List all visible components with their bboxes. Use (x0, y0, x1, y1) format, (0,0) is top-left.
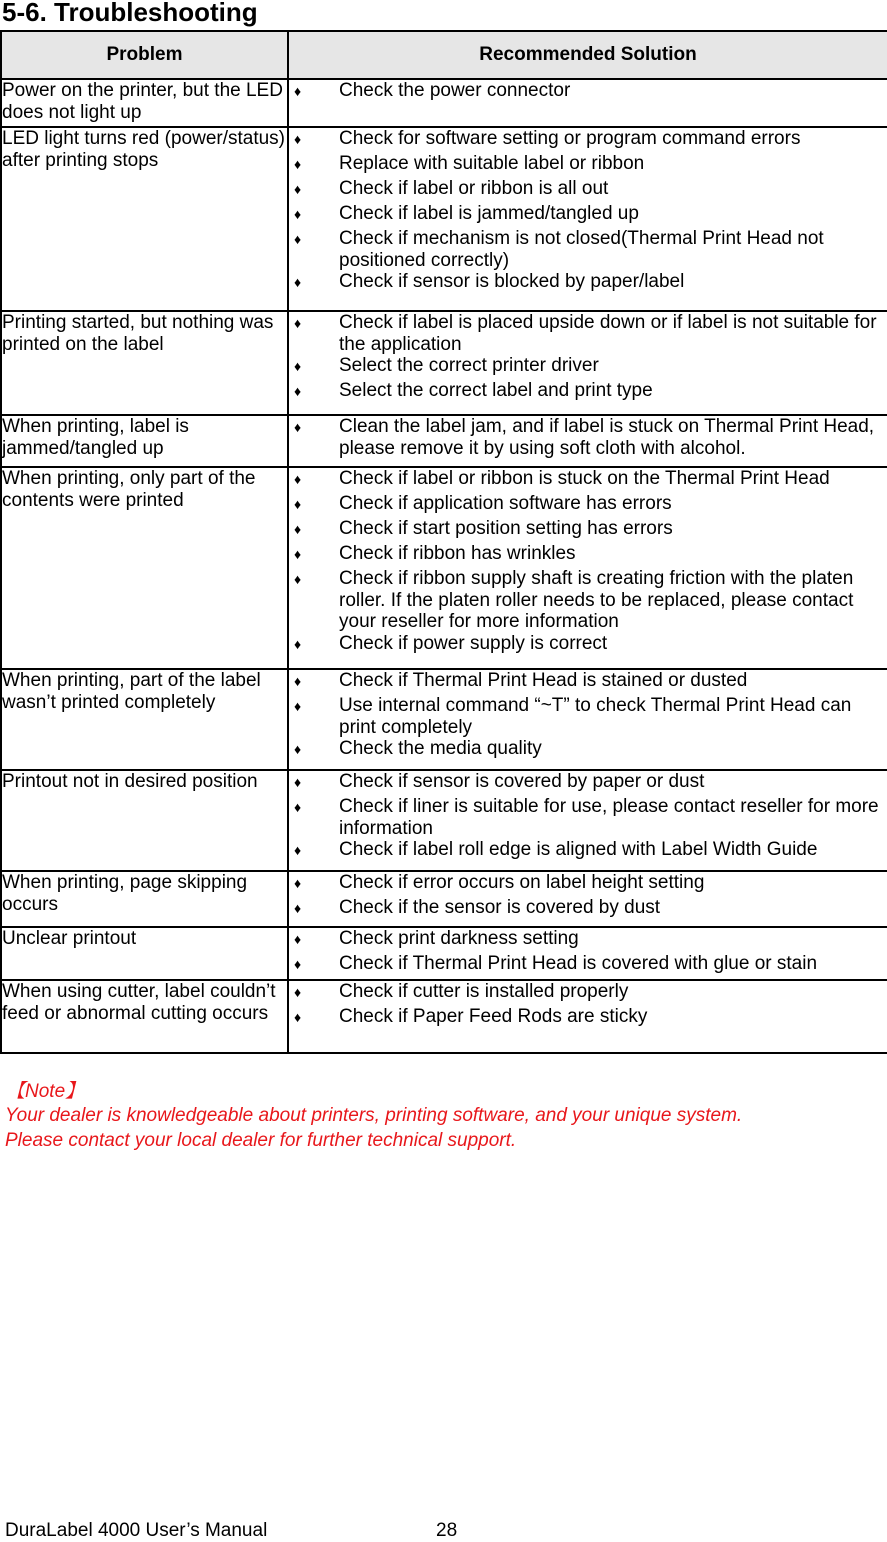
solution-item (289, 981, 887, 1006)
diamond-bullet-icon: ♦ (294, 521, 302, 537)
solution-text: Check if label is placed upside down or if label is not suitable for the application (339, 312, 877, 355)
table-row (1, 79, 887, 127)
diamond-bullet-icon: ♦ (294, 496, 302, 512)
diamond-bullet-icon: ♦ (294, 931, 302, 947)
solution-text: Check for software setting or program command errors (339, 128, 801, 149)
solution-item (289, 568, 887, 633)
table-row (1, 980, 887, 1053)
solution-item (289, 228, 887, 271)
diamond-bullet-icon: ♦ (294, 842, 302, 858)
problem-cell: LED light turns red (power/status) after printing stops (1, 127, 288, 311)
solution-item (289, 1006, 887, 1031)
diamond-bullet-icon: ♦ (294, 83, 302, 99)
solution-text: Check if sensor is blocked by paper/label (339, 271, 685, 292)
solution-text: Check if ribbon supply shaft is creating friction with the platen roller. If the platen roller needs to be replaced, please contact your reseller for more information (339, 568, 854, 632)
problem-cell: Printout not in desired position (1, 770, 288, 871)
diamond-bullet-icon: ♦ (294, 698, 302, 714)
table-row (1, 127, 887, 311)
solution-text: Check if error occurs on label height setting (339, 872, 705, 893)
solution-text: Check if liner is suitable for use, please contact reseller for more information (339, 796, 879, 839)
solution-text: Check if Paper Feed Rods are sticky (339, 1006, 648, 1027)
solution-text: Select the correct printer driver (339, 355, 599, 376)
solution-item (289, 670, 887, 695)
solution-item (289, 468, 887, 493)
solution-text: Check if label is jammed/tangled up (339, 203, 639, 224)
solution-cell (288, 127, 887, 311)
solution-text: Check if label or ribbon is stuck on the Thermal Print Head (339, 468, 830, 489)
solution-item (289, 416, 887, 459)
solution-cell (288, 927, 887, 980)
solution-item (289, 518, 887, 543)
solution-text: Check the power connector (339, 80, 571, 101)
problem-cell: When printing, part of the label wasn’t printed completely (1, 669, 288, 770)
solution-text: Check if Thermal Print Head is stained or dusted (339, 670, 748, 691)
problem-cell: Power on the printer, but the LED does not light up (1, 79, 288, 127)
solution-item (289, 839, 887, 864)
solution-item (289, 153, 887, 178)
solution-column-header: Recommended Solution (288, 31, 887, 79)
problem-cell: When printing, only part of the contents were printed (1, 467, 288, 669)
table-row (1, 415, 887, 467)
diamond-bullet-icon: ♦ (294, 419, 302, 435)
solution-text: Check if the sensor is covered by dust (339, 897, 661, 918)
diamond-bullet-icon: ♦ (294, 206, 302, 222)
solution-item (289, 738, 887, 763)
diamond-bullet-icon: ♦ (294, 358, 302, 374)
table-header-row (1, 31, 887, 79)
diamond-bullet-icon: ♦ (294, 741, 302, 757)
diamond-bullet-icon: ♦ (294, 471, 302, 487)
table-row (1, 770, 887, 871)
solution-item (289, 953, 887, 978)
diamond-bullet-icon: ♦ (294, 231, 302, 247)
solution-item (289, 928, 887, 953)
solution-text: Check print darkness setting (339, 928, 579, 949)
solution-item (289, 380, 887, 405)
solution-item (289, 633, 887, 658)
solution-text: Replace with suitable label or ribbon (339, 153, 645, 174)
problem-cell: Printing started, but nothing was printed on the label (1, 311, 288, 415)
note-title: 【Note】 (6, 1081, 85, 1102)
solution-item (289, 355, 887, 380)
solution-cell (288, 311, 887, 415)
solution-cell (288, 871, 887, 927)
problem-cell: Unclear printout (1, 927, 288, 980)
note-line: Please contact your local dealer for further technical support. (5, 1130, 517, 1151)
problem-cell: When using cutter, label couldn’t feed or abnormal cutting occurs (1, 980, 288, 1053)
solution-item (289, 695, 887, 738)
solution-text: Clean the label jam, and if label is stuck on Thermal Print Head, please remove it by using soft cloth with alcohol. (339, 416, 875, 459)
solution-cell (288, 79, 887, 127)
solution-text: Check if label or ribbon is all out (339, 178, 609, 199)
solution-text: Check if cutter is installed properly (339, 981, 629, 1002)
solution-cell (288, 467, 887, 669)
solution-item (289, 493, 887, 518)
diamond-bullet-icon: ♦ (294, 546, 302, 562)
solution-item (289, 796, 887, 839)
diamond-bullet-icon: ♦ (294, 315, 302, 331)
solution-text: Check if mechanism is not closed(Thermal Print Head not positioned correctly) (339, 228, 824, 271)
table-row (1, 871, 887, 927)
solution-text: Check if power supply is correct (339, 632, 608, 654)
problem-cell: When printing, page skipping occurs (1, 871, 288, 927)
solution-text: Check if application software has errors (339, 493, 672, 514)
page-number: 28 (436, 1520, 458, 1541)
diamond-bullet-icon: ♦ (294, 274, 302, 290)
solution-text: Check if ribbon has wrinkles (339, 543, 576, 564)
solution-item (289, 312, 887, 355)
table-row (1, 927, 887, 980)
diamond-bullet-icon: ♦ (294, 774, 302, 790)
solution-item (289, 771, 887, 796)
table-row (1, 669, 887, 770)
troubleshooting-table (0, 30, 887, 1054)
solution-text: Select the correct label and print type (339, 380, 653, 401)
solution-cell (288, 415, 887, 467)
diamond-bullet-icon: ♦ (294, 984, 302, 1000)
diamond-bullet-icon: ♦ (294, 900, 302, 916)
solution-item (289, 271, 887, 296)
diamond-bullet-icon: ♦ (294, 131, 302, 147)
solution-text: Check if sensor is covered by paper or dust (339, 771, 705, 792)
solution-text: Check if label roll edge is aligned with Label Width Guide (339, 839, 818, 860)
note-line: Your dealer is knowledgeable about printers, printing software, and your unique system. (5, 1105, 743, 1126)
diamond-bullet-icon: ♦ (294, 1009, 302, 1025)
solution-text: Check the media quality (339, 738, 542, 759)
footer-manual-title: DuraLabel 4000 User’s Manual (5, 1520, 268, 1541)
diamond-bullet-icon: ♦ (294, 799, 302, 815)
problem-cell: When printing, label is jammed/tangled up (1, 415, 288, 467)
problem-column-header: Problem (1, 31, 288, 79)
solution-item (289, 80, 887, 105)
solution-item (289, 128, 887, 153)
table-row (1, 467, 887, 669)
solution-text: Check if start position setting has errors (339, 518, 673, 539)
diamond-bullet-icon: ♦ (294, 875, 302, 891)
solution-item (289, 543, 887, 568)
diamond-bullet-icon: ♦ (294, 956, 302, 972)
solution-item (289, 872, 887, 897)
solution-text: Use internal command “~T” to check Thermal Print Head can print completely (339, 695, 852, 738)
diamond-bullet-icon: ♦ (294, 571, 302, 587)
solution-text: Check if Thermal Print Head is covered with glue or stain (339, 953, 818, 974)
solution-cell (288, 770, 887, 871)
table-row (1, 311, 887, 415)
diamond-bullet-icon: ♦ (294, 156, 302, 172)
solution-item (289, 203, 887, 228)
page-title: 5-6. Troubleshooting (2, 0, 258, 27)
diamond-bullet-icon: ♦ (294, 635, 302, 652)
solution-cell (288, 980, 887, 1053)
solution-item (289, 178, 887, 203)
solution-item (289, 897, 887, 922)
diamond-bullet-icon: ♦ (294, 673, 302, 689)
diamond-bullet-icon: ♦ (294, 383, 302, 399)
diamond-bullet-icon: ♦ (294, 181, 302, 197)
solution-cell (288, 669, 887, 770)
